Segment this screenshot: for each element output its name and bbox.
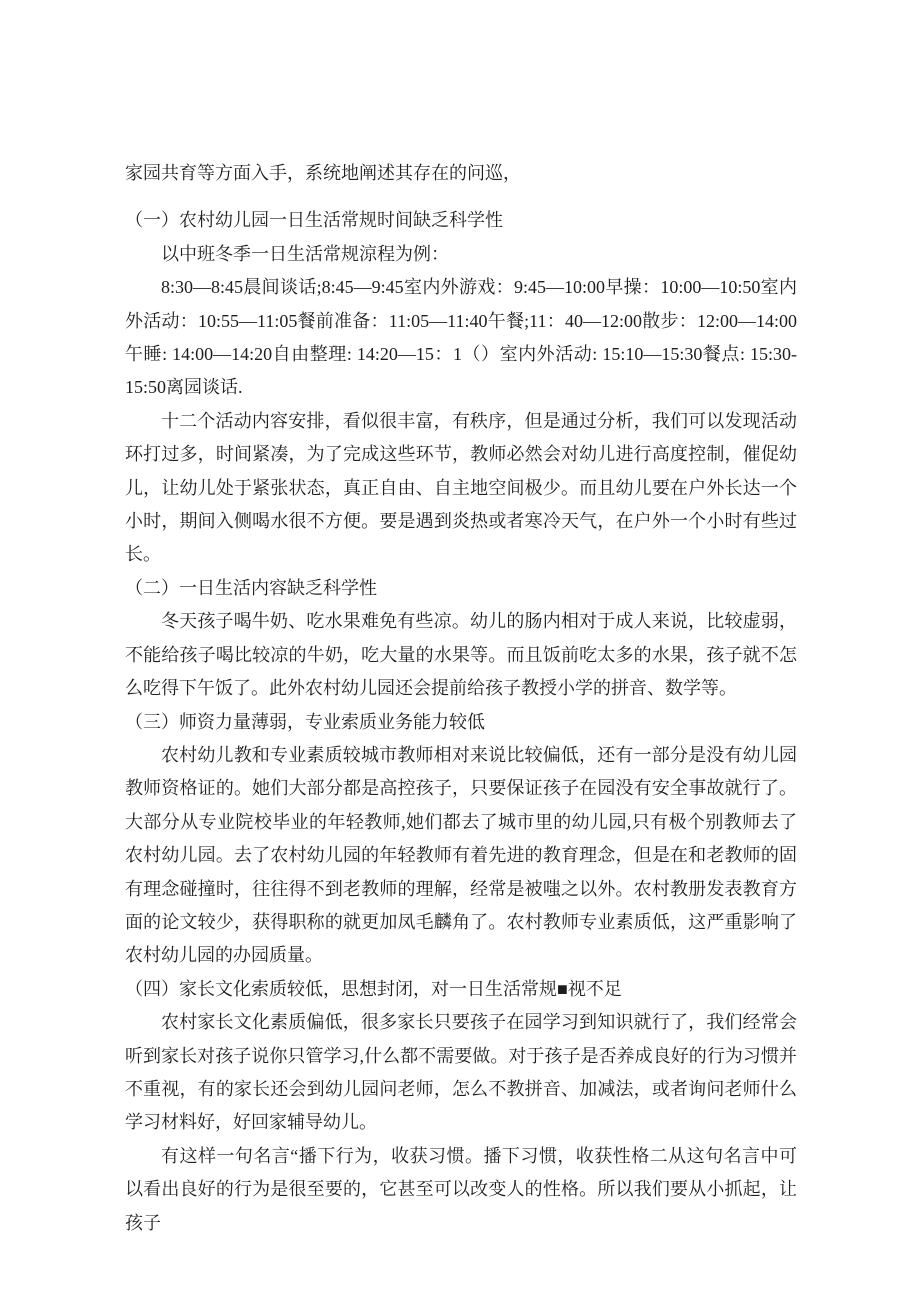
closing-paragraph: 有这样一句名言“播下行为，收获习惯。播下习惯，收获性格二从这句名言中可以看出良好的行为是很至要的，它甚至可以改变人的性格。所以我们要从小抓起，让孩子	[125, 1145, 797, 1233]
continuation-paragraph: 家园共育等方面入手，系统地阐述其存在的问巡，	[125, 163, 521, 183]
section-1-heading: （一）农村幼儿园一日生活常规时间缺乏科学性	[125, 210, 503, 231]
schedule-analysis-paragraph: 十二个活动内容安排，看似很丰富，有秩序，但是通过分析，我们可以发现活动环打过多，时间紧凑，为了完成这些环节，教师必然会对幼儿进行高度控制，催促幼儿，让幼儿处于紧张状态，真正自由、自主地空间极少。而且幼儿要在户外长达一个小时，期间入侧喝水很不方便。要是遇到炎热或者寒冷天气，在户外一个小时有些过长。	[125, 410, 797, 565]
section-2-heading: （二）一日生活内容缺乏科学性	[125, 577, 377, 598]
section-2-paragraph: 冬天孩子喝牛奶、吃水果难免有些凉。幼儿的肠内相对于成人来说，比较虚弱，不能给孩子喝比较凉的牛奶，吃大量的水果等。而且饭前吃太多的水果，孩子就不怎么吃得下午饭了。此外农村幼儿园还会提前给孩子教授小学的拼音、数学等。	[125, 611, 797, 699]
section-4-heading: （四）家长文化索质较低，思想封闭，对一日生活常规■视不足	[125, 978, 622, 999]
schedule-intro-paragraph: 以中班冬季一日生活常规涼程为例：	[161, 243, 449, 264]
section-4-paragraph: 农村家长文化素质偏低，很多家长只要孩子在园学习到知识就行了，我们经常会听到家长对孩子说你只管学习,什么都不需要做。对于孩子是否养成良好的行为习惯并不重视，有的家长还会到幼儿园问老师，怎么不教拼音、加减法，或者询问老师什么学习材料好，好回家辅导幼儿。	[125, 1012, 797, 1133]
schedule-paragraph: 8:30—8:45晨间谈话;8:45—9:45室内外游戏：9:45—10:00早操：10:00—10:50室内外活动：10:55—11:05餐前准备：11:05—11:40午餐;11：40—12:00散步：12:00—14:00午睡: 14:00—14:20自由整理: 14:20—15：1（）室内外活动: 15:10—15:30餐点: 15:30-15:50离园谈话.	[125, 277, 797, 398]
document-body	[125, 157, 797, 1240]
section-3-heading: （三）师资力量薄弱，专业索质业务能力较低	[125, 711, 485, 732]
section-3-paragraph: 农村幼儿教和专业素质较城市教师相对来说比较偏低，还有一部分是没有幼儿园教师资格证的。她们大部分都是高控孩子，只要保证孩子在园没有安全事故就行了。大部分从专业院校毕业的年轻教师,她们都去了城市里的幼儿园,只有极个别教师去了农村幼儿园。去了农村幼儿园的年轻教师有着先进的教育理念，但是在和老教师的固有理念碰撞时，往往得不到老教师的理解，经常是被嗤之以外。农村教册发表教育方面的论文较少，获得职称的就更加凤毛麟角了。农村教师专业素质低，这严重影响了农村幼儿园的办园质量。	[125, 744, 797, 966]
